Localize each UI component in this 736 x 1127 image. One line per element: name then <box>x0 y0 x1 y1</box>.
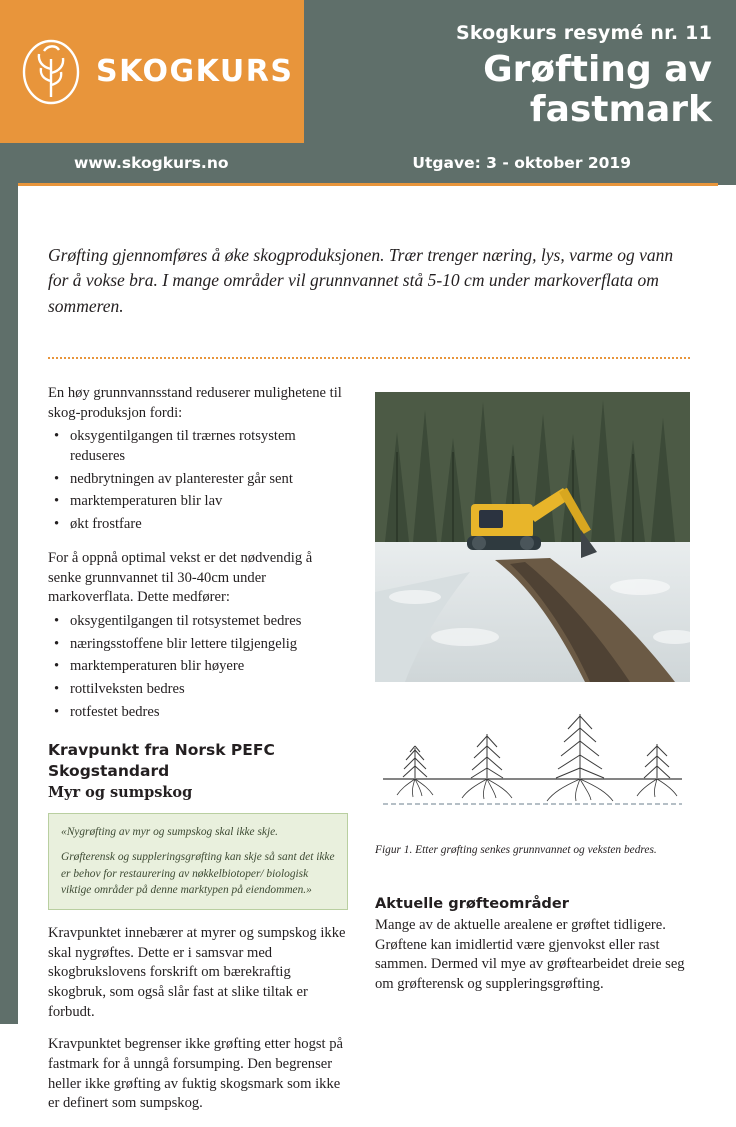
list-item: • marktemperaturen blir lav <box>68 492 348 512</box>
list-item: • økt frostfare <box>68 515 348 535</box>
quote-box <box>48 813 348 910</box>
right-section-heading: Aktuelle grøfteområder <box>375 895 569 912</box>
paragraph-3: Kravpunktet innebærer at myrer og sumpskog ikke skal nygrøftes. Dette er i samsvar med skogbrukslovens forskrift om bærekraftig skogbruk, som også slår fast at slike tiltak er forbudt. <box>48 924 346 1020</box>
after-quote-text <box>48 924 348 1114</box>
tree-spiral-logo-icon <box>18 39 84 105</box>
list-item: • marktemperaturen blir høyere <box>68 657 348 677</box>
bullet-list-1 <box>48 427 348 534</box>
bullet-list-2 <box>48 612 348 722</box>
list-item: • nedbrytningen av planterester går sent <box>68 470 348 490</box>
page-title: Grøfting av fastmark <box>483 49 712 130</box>
logo-wordmark: SKOGKURS <box>96 54 294 89</box>
subheader-bar <box>0 143 736 185</box>
website-url[interactable]: www.skogkurs.no <box>74 154 229 172</box>
issue-label: Utgave: 3 - oktober 2019 <box>412 154 631 172</box>
list-item: • oksygentilgangen til trærnes rotsystem reduseres <box>68 427 348 466</box>
orange-divider <box>18 183 718 186</box>
paragraph-4: Kravpunktet begrenser ikke grøfting etter hogst på fastmark for å unngå forsumping. Den begrenser heller ikke grøfting av fuktig skogsmark som ikke er definert som sumpskog. <box>48 1036 344 1112</box>
left-column <box>48 384 348 1127</box>
section-subheading: Myr og sumpskog <box>48 784 193 802</box>
resume-number: Skogkurs resymé nr. 11 <box>455 22 712 44</box>
photo-excavator-digging-ditch <box>375 392 690 682</box>
list-item: • rottilveksten bedres <box>68 680 348 700</box>
figure-trees-groundwater-illustration <box>375 700 690 820</box>
dotted-divider <box>48 357 690 359</box>
quote-line-2: Grøfterensk og suppleringsgrøfting kan skje så sant det ikke er behov for restaurering av nøkkelbiotoper/ biologisk viktige områder på denne marktypen på eiendommen.» <box>61 851 335 897</box>
figure-caption: Figur 1. Etter grøfting senkes grunnvannet og veksten bedres. <box>375 844 657 856</box>
quote-line-1: «Nygrøfting av myr og sumpskog skal ikke skje. <box>61 825 279 838</box>
left-side-band <box>0 185 18 1024</box>
list-item: • oksygentilgangen til rotsystemet bedres <box>68 612 348 632</box>
right-section-body: Mange av de aktuelle arealene er grøftet tidligere. Grøftene kan imidlertid være gjenvokst eller rast sammen. Dermed vil mye av grøftearbeidet dreie seg om grøfterensk og suppleringsgrøfting. <box>375 917 685 993</box>
list-item: • næringsstoffene blir lettere tilgjengelig <box>68 635 348 655</box>
logo-block <box>0 0 304 143</box>
intro-paragraph: Grøfting gjennomføres å øke skogproduksjonen. Trær trenger næring, lys, varme og vann for å vokse bra. I mange områder vil grunnvannet stå 5-10 cm under markoverflata om sommeren. <box>48 245 674 316</box>
title-block <box>304 0 736 143</box>
paragraph-2: For å oppnå optimal vekst er det nødvendig å senke grunnvannet til 30-40cm under markoverflata. Dette medfører: <box>48 549 313 606</box>
section-heading: Kravpunkt fra Norsk PEFC Skogstandard <box>48 741 275 781</box>
page-header <box>0 0 736 143</box>
paragraph-1: En høy grunnvannsstand reduserer mulighetene til skog-produksjon fordi: <box>48 385 342 421</box>
list-item: • rotfestet bedres <box>68 703 348 723</box>
